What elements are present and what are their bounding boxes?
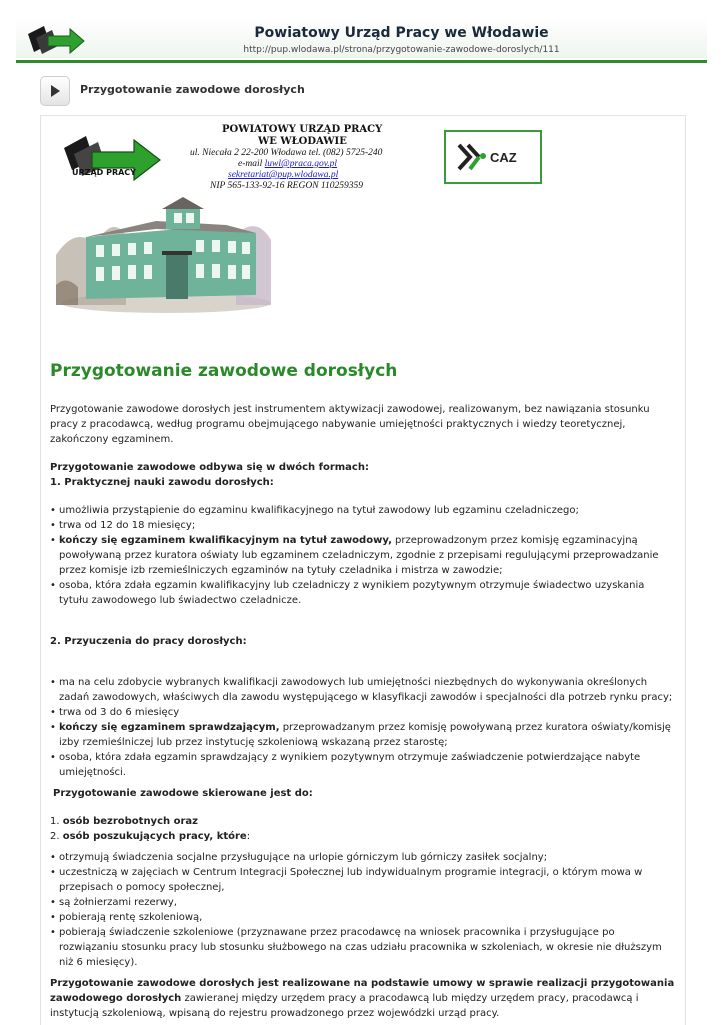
list-item: • pobierają świadczenie szkoleniowe (przyznawane przez pracodawcę na wniosek pracownika i przysługujące po rozwiązaniu stosunku pracy lub stosunku służbowego na czas udziału pracownika w szkoleniach, w okresie nie dłuższym niż 6 miesięcy). <box>50 925 675 970</box>
spacer <box>50 801 675 814</box>
final-rest: zawieranej między urzędem pracy a pracodawcą lub między urzędem pracy, pracodawcą i instytucją szkoleniową, wpisaną do rejestru prowadzonego przez wojewódzki urząd pracy. <box>50 993 639 1019</box>
arrow-logo-icon <box>26 24 86 56</box>
list-item: • umożliwia przystąpienie do egzaminu kwalifikacyjnego na tytuł zawodowy lub egzaminu czeladniczego; <box>50 503 675 518</box>
list-item-rest: przeprowadzonym przez komisję egzaminacyjną powoływaną przez kuratora oświaty lub egzaminem czeladniczym, zgodnie z przepisami regulującymi przeprowadzanie przez komisje izb rzemieślniczych egzaminów na tytuły czeladnika i mistrza w zawodzie; <box>59 535 659 576</box>
list-item: • są żołnierzami rezerwy, <box>50 895 675 910</box>
breadcrumb-title: Przygotowanie zawodowe dorosłych <box>80 83 305 96</box>
form2-title <box>50 634 675 649</box>
list-item: • trwa od 3 do 6 miesięcy <box>50 705 675 720</box>
logo-label: URZĄD PRACY <box>72 168 136 177</box>
letterhead-address: ul. Niecała 2 22-200 Włodawa tel. (082) 5725-240 <box>190 148 383 158</box>
list-item: • ma na celu zdobycie wybranych kwalifikacji zawodowych lub umiejętności niezbędnych do wykonywania określonych zadań zawodowych, właściwych dla zawodu występującego w klasyfikacji zawodów i specjalności dla potrzeb rynku pracy; <box>50 675 675 705</box>
final-paragraph <box>50 976 675 1021</box>
list-item: • uczestniczą w zajęciach w Centrum Integracji Społecznej lub indywidualnym programie integracji, o którym mowa w przepisach o pomocy społecznej, <box>50 865 675 895</box>
list-item-rest: przeprowadzanym przez komisję powoływaną przez kuratora oświaty/komisję izby rzemieślniczej lub przez instytucję szkoleniową wskazaną przez starostę; <box>59 722 671 748</box>
caz-logo <box>444 130 542 184</box>
spacer <box>50 608 675 634</box>
article <box>50 358 675 1021</box>
article-intro: Przygotowanie zawodowe dorosłych jest instrumentem aktywizacji zawodowej, realizowanym, bez nawiązania stosunku pracy z pracodawcą, według programu obejmującego nabywanie umiejętności praktycznych i wiedzy teoretycznej, zakończony egzaminem. <box>50 404 650 445</box>
target-text: osób bezrobotnych oraz <box>62 816 198 827</box>
target-heading <box>50 786 675 801</box>
target-text: osób poszukujących pracy, które <box>62 831 247 842</box>
final-bold: Przygotowanie zawodowe dorosłych jest realizowane na podstawie umowy w sprawie realizacji przygotowania zawodowego dorosłych <box>50 978 675 1004</box>
spacer <box>50 649 675 675</box>
target-item-1 <box>50 814 675 829</box>
target-suffix: : <box>246 831 251 842</box>
letterhead-nip: NIP 565-133-92-16 REGON 110259359 <box>210 181 363 191</box>
target-heading-text: Przygotowanie zawodowe skierowane jest do: <box>53 788 313 799</box>
page-header <box>16 18 707 63</box>
letterhead-name-line1: POWIATOWY URZĄD PRACY <box>222 124 383 135</box>
caz-label: CAZ <box>490 150 517 165</box>
list-item-bold: kończy się egzaminem sprawdzającym, <box>59 722 280 733</box>
form1-title <box>50 475 675 490</box>
email-link-2[interactable]: sekretariat@pup.wlodawa.pl <box>228 170 339 180</box>
forms-heading-text: Przygotowanie zawodowe odbywa się w dwóch formach: <box>50 462 369 473</box>
list-item: • osoba, która zdała egzamin kwalifikacyjny lub czeladniczy z wynikiem pozytywnym otrzymuje świadectwo uzyskania tytułu zawodowego lub świadectwo czeladnicze. <box>50 578 675 608</box>
list-item <box>50 720 675 750</box>
form2-title-text: 2. Przyuczenia do pracy dorosłych: <box>50 636 247 647</box>
list-item: • osoba, która zdała egzamin sprawdzający z wynikiem pozytywnym otrzymuje zaświadczenie potwierdzające nabyte umiejętności. <box>50 750 675 780</box>
header-divider <box>16 60 707 63</box>
site-url[interactable]: http://pup.wlodawa.pl/strona/przygotowanie-zawodowe-doroslych/111 <box>243 45 560 55</box>
email-link-1[interactable]: luwl@praca.gov.pl <box>264 159 338 169</box>
list-item: • otrzymują świadczenia socjalne przysługujące na urlopie górniczym lub górniczy zasiłek socjalny; <box>50 850 675 865</box>
target-list <box>50 850 675 970</box>
target-num: 1. <box>50 816 60 827</box>
list-item <box>50 533 675 578</box>
list-item-bold: kończy się egzaminem kwalifikacyjnym na tytuł zawodowy, <box>59 535 392 546</box>
list-item: • trwa od 12 do 18 miesięcy; <box>50 518 675 533</box>
list-item: • pobierają rentę szkoleniową, <box>50 910 675 925</box>
target-num: 2. <box>50 831 60 842</box>
form2-list <box>50 675 675 780</box>
play-arrow-icon <box>51 85 60 97</box>
form1-title-text: 1. Praktycznej nauki zawodu dorosłych: <box>50 477 274 488</box>
caz-x-icon <box>456 142 488 172</box>
spacer <box>50 490 675 503</box>
form1-list <box>50 503 675 608</box>
office-building-image <box>56 195 276 313</box>
site-title: Powiatowy Urząd Pracy we Włodawie <box>254 25 549 41</box>
breadcrumb-arrow-button[interactable] <box>40 76 70 106</box>
target-item-2 <box>50 829 675 844</box>
email-label: e-mail <box>238 159 263 169</box>
article-heading: Przygotowanie zawodowe dorosłych <box>50 361 398 381</box>
letterhead-name-line2: WE WŁODAWIE <box>258 136 347 147</box>
forms-heading <box>50 460 675 475</box>
letterhead-email-row <box>238 159 337 169</box>
spacer <box>50 447 675 460</box>
